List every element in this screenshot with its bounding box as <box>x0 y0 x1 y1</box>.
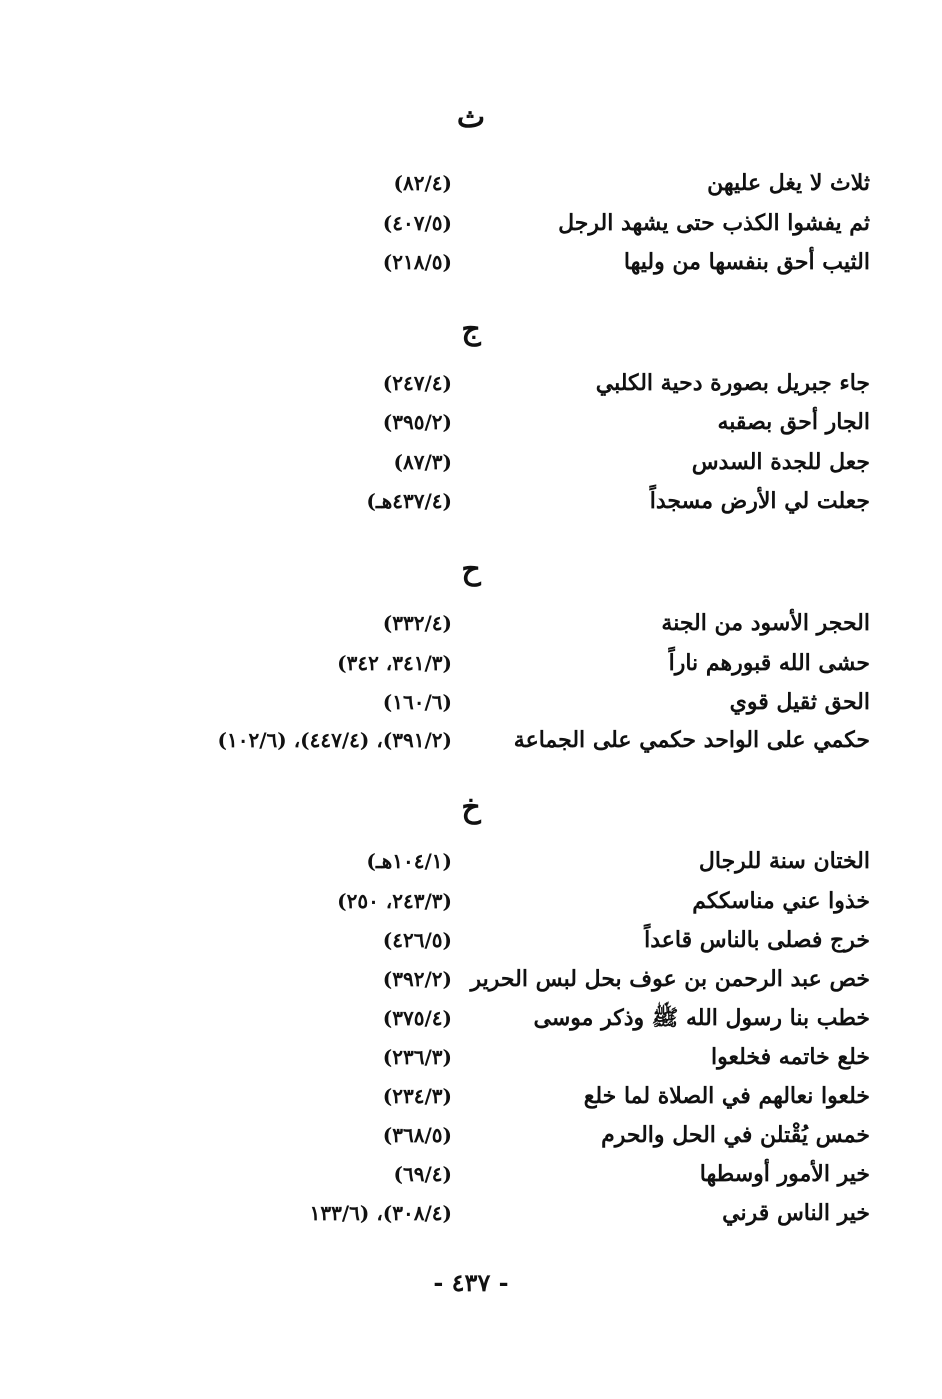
entry-reference: (٨٧/٣) <box>393 450 452 474</box>
index-entry <box>0 604 942 642</box>
entry-reference: (٤٢٦/٥) <box>382 928 452 952</box>
entry-text: خلعوا نعالهم في الصلاة لما خلع <box>583 1083 870 1109</box>
entry-text: خير الناس قرني <box>722 1200 870 1226</box>
index-entry <box>0 999 942 1037</box>
entry-text: جعلت لي الأرض مسجداً <box>649 488 870 514</box>
section-letter-jim: ج <box>461 312 481 347</box>
entry-text: خص عبد الرحمن بن عوف بحل لبس الحرير <box>470 966 870 992</box>
entry-text: حشى الله قبورهم ناراً <box>668 650 870 676</box>
entry-text: خلع خاتمه فخلعوا <box>711 1044 870 1070</box>
index-entry <box>0 403 942 441</box>
entry-reference: (٢٤٧/٤) <box>382 371 452 395</box>
entry-text: خير الأمور أوسطها <box>699 1161 870 1187</box>
index-entry <box>0 960 942 998</box>
entry-text: خمس يُقْتلن في الحل والحرم <box>601 1122 870 1148</box>
entry-reference: (٣٤١/٣، ٣٤٢) <box>337 651 452 675</box>
entry-reference: (٤٠٧/٥) <box>382 211 452 235</box>
entry-text: ثلاث لا يغل عليهن <box>707 170 870 196</box>
index-entry <box>0 842 942 880</box>
entry-reference: (٦٩/٤) <box>393 1162 452 1186</box>
index-entry <box>0 1116 942 1154</box>
section-letter-kha: خ <box>461 790 481 825</box>
entry-reference: (٣٩٢/٢) <box>382 967 452 991</box>
index-entry <box>0 1194 942 1232</box>
section-letter-tha: ث <box>456 100 486 135</box>
entry-reference: (١٠٤/١هـ) <box>366 849 452 873</box>
entry-text: خرج فصلى بالناس قاعداً <box>644 927 870 953</box>
page-number: - ٤٣٧ - <box>433 1268 509 1297</box>
index-entry <box>0 1038 942 1076</box>
entry-reference: (٢٣٤/٣) <box>382 1084 452 1108</box>
entry-reference: (٢١٨/٥) <box>382 250 452 274</box>
entry-reference: (٣٦٨/٥) <box>382 1123 452 1147</box>
index-entry <box>0 482 942 520</box>
entry-text: ثم يفشوا الكذب حتى يشهد الرجل <box>558 210 870 236</box>
entry-text: الحجر الأسود من الجنة <box>661 610 870 636</box>
entry-reference: (٤٣٧/٤هـ) <box>366 489 452 513</box>
index-entry <box>0 364 942 402</box>
index-entry <box>0 921 942 959</box>
entry-reference: (٣٩٥/٢) <box>382 410 452 434</box>
entry-text: الجار أحق بصقبه <box>717 409 870 435</box>
entry-text: جاء جبريل بصورة دحية الكلبي <box>595 370 870 396</box>
index-entry <box>0 204 942 242</box>
index-entry <box>0 443 942 481</box>
entry-reference: (٨٢/٤) <box>393 171 452 195</box>
entry-reference: (٣٧٥/٤) <box>382 1006 452 1030</box>
section-letter-ha: ح <box>461 552 481 587</box>
index-entry <box>0 243 942 281</box>
entry-text: خذوا عني مناسككم <box>692 888 870 914</box>
index-entry <box>0 164 942 202</box>
entry-text: جعل للجدة السدس <box>691 449 870 475</box>
entry-text: الختان سنة للرجال <box>698 848 870 874</box>
entry-text: الثيب أحق بنفسها من وليها <box>623 249 870 275</box>
entry-reference: (٣٩١/٢)، (٤٤٧/٤)، (١٠٢/٦) <box>217 728 452 752</box>
entry-reference: (٢٣٦/٣) <box>382 1045 452 1069</box>
entry-text: حكمي على الواحد حكمي على الجماعة <box>513 727 870 753</box>
entry-reference: (٢٤٣/٣، ٢٥٠) <box>337 889 452 913</box>
entry-reference: (٣٠٨/٤)، (١٣٣/٦ <box>309 1201 452 1225</box>
index-entry <box>0 882 942 920</box>
index-entry <box>0 683 942 721</box>
entry-text: الحق ثقيل قوي <box>729 689 870 715</box>
index-entry <box>0 1077 942 1115</box>
entry-text: خطب بنا رسول الله ﷺ وذكر موسى <box>533 1005 870 1031</box>
index-entry <box>0 644 942 682</box>
index-entry <box>0 1155 942 1193</box>
entry-reference: (٣٣٢/٤) <box>382 611 452 635</box>
index-entry <box>0 721 942 759</box>
entry-reference: (١٦٠/٦) <box>382 690 452 714</box>
